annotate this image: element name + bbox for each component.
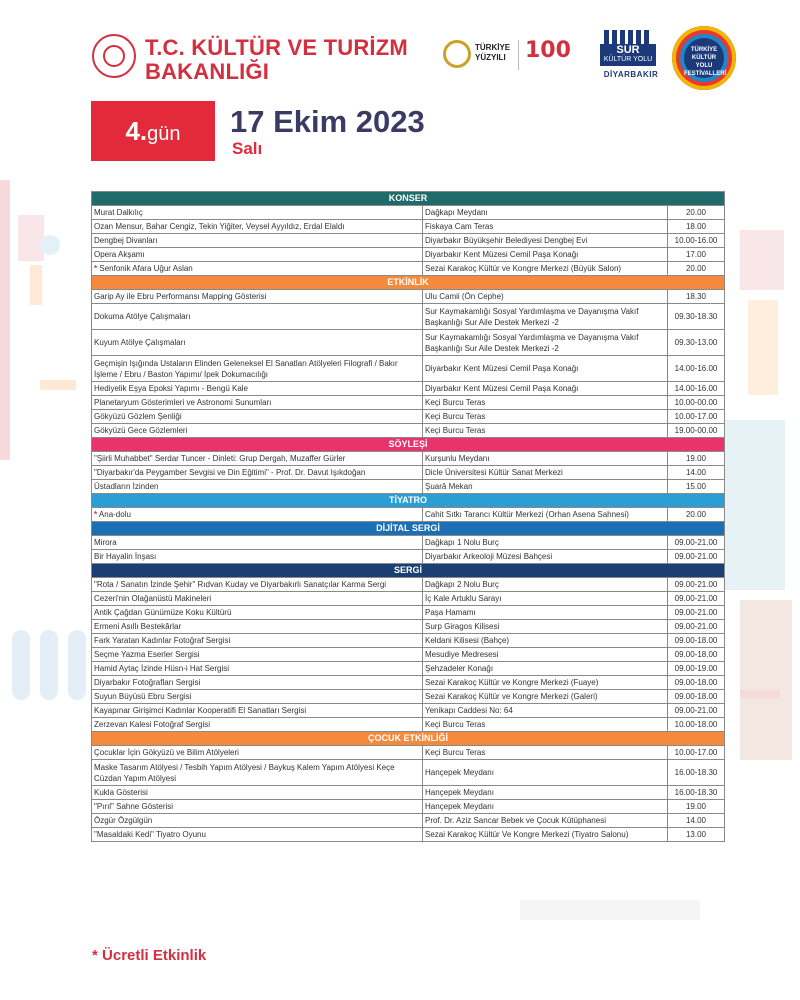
- table-row: [92, 634, 725, 648]
- venue-cell: Kurşunlu Meydanı: [423, 452, 668, 466]
- event-name: Cezeri'nin Olağanüstü Makineleri: [94, 594, 212, 603]
- section-title: SERGİ: [92, 564, 725, 578]
- venue-cell: Hançepek Meydanı: [423, 760, 668, 786]
- time-cell: 19.00-00.00: [668, 424, 725, 438]
- paid-star-icon: *: [94, 510, 98, 519]
- venue-cell: Diyarbakır Kent Müzesi Cemil Paşa Konağı: [423, 248, 668, 262]
- time-cell: 10.00-17.00: [668, 746, 725, 760]
- time-cell: 20.00: [668, 262, 725, 276]
- event-cell: [92, 662, 423, 676]
- venue-cell: Keçi Burcu Teras: [423, 746, 668, 760]
- event-cell: [92, 480, 423, 494]
- paid-star-icon: *: [92, 947, 98, 964]
- time-cell: 09.00-18.00: [668, 648, 725, 662]
- venue-cell: Hançepek Meydanı: [423, 800, 668, 814]
- city-wall-icon: [604, 30, 652, 44]
- event-cell: [92, 424, 423, 438]
- weekday: Salı: [232, 139, 263, 158]
- venue-cell: Diyarbakır Arkeoloji Müzesi Bahçesi: [423, 550, 668, 564]
- time-cell: 10.00-17.00: [668, 410, 725, 424]
- section-title: ÇOCUK ETKİNLİĞİ: [92, 732, 725, 746]
- table-row: [92, 786, 725, 800]
- time-cell: 09.00-21.00: [668, 704, 725, 718]
- section-title: DİJİTAL SERGİ: [92, 522, 725, 536]
- time-cell: 09.00-21.00: [668, 606, 725, 620]
- event-name: Kuyum Atölye Çalışmaları: [94, 338, 186, 347]
- event-cell: [92, 410, 423, 424]
- venue-cell: Prof. Dr. Aziz Sancar Bebek ve Çocuk Kütüphanesi: [423, 814, 668, 828]
- event-name: Bir Hayalin İnşası: [94, 552, 157, 561]
- table-row: [92, 396, 725, 410]
- table-row: [92, 290, 725, 304]
- event-name: Opera Akşamı: [94, 250, 145, 259]
- event-name: "Masaldaki Kedi" Tiyatro Oyunu: [94, 830, 206, 839]
- table-row: [92, 220, 725, 234]
- section-header: [92, 438, 725, 452]
- table-row: [92, 578, 725, 592]
- event-name: Dengbej Divanları: [94, 236, 158, 245]
- table-row: [92, 234, 725, 248]
- table-row: [92, 480, 725, 494]
- event-cell: [92, 676, 423, 690]
- table-row: [92, 452, 725, 466]
- venue-cell: Keçi Burcu Teras: [423, 718, 668, 732]
- venue-cell: Paşa Hamamı: [423, 606, 668, 620]
- table-row: [92, 410, 725, 424]
- ministry-emblem-icon: [92, 34, 136, 78]
- table-row: [92, 718, 725, 732]
- table-row: [92, 746, 725, 760]
- section-header: [92, 732, 725, 746]
- time-cell: 14.00-16.00: [668, 382, 725, 396]
- time-cell: 20.00: [668, 508, 725, 522]
- footnote: [92, 947, 206, 964]
- table-row: [92, 304, 725, 330]
- time-cell: 13.00: [668, 828, 725, 842]
- centenary-mark: 100: [525, 38, 571, 63]
- table-row: [92, 262, 725, 276]
- event-name: Kayapınar Girişimci Kadınlar Kooperatifi El Sanatları Sergisi: [94, 706, 307, 715]
- table-row: [92, 662, 725, 676]
- event-cell: [92, 356, 423, 382]
- time-cell: 19.00: [668, 452, 725, 466]
- event-name: Ermeni Asıllı Bestekârlar: [94, 622, 182, 631]
- event-name: Gökyüzü Gece Gözlemleri: [94, 426, 188, 435]
- sur-subtitle: KÜLTÜR YOLU: [603, 56, 653, 63]
- ministry-name-line2: BAKANLIĞI: [145, 59, 270, 84]
- event-cell: [92, 690, 423, 704]
- festival-logo-text: TÜRKİYE KÜLTÜR YOLU FESTİVALLERİ: [684, 38, 724, 78]
- event-cell: [92, 620, 423, 634]
- time-cell: 10.00-16.00: [668, 234, 725, 248]
- sur-city: DİYARBAKIR: [603, 70, 659, 79]
- venue-cell: Keçi Burcu Teras: [423, 410, 668, 424]
- event-name: Suyun Büyüsü Ebru Sergisi: [94, 692, 192, 701]
- venue-cell: Diyarbakır Kent Müzesi Cemil Paşa Konağı: [423, 382, 668, 396]
- event-cell: [92, 592, 423, 606]
- event-name: "Diyarbakır'da Peygamber Sevgisi ve Din Eğitimi" - Prof. Dr. Davut Işıkdoğan: [94, 468, 366, 477]
- venue-cell: Sezai Karakoç Kültür ve Kongre Merkezi (Büyük Salon): [423, 262, 668, 276]
- time-cell: 09.00-19.00: [668, 662, 725, 676]
- time-cell: 15.00: [668, 480, 725, 494]
- table-row: [92, 704, 725, 718]
- day-word: gün: [147, 123, 181, 145]
- event-cell: [92, 290, 423, 304]
- table-row: [92, 356, 725, 382]
- time-cell: 09.00-18.00: [668, 634, 725, 648]
- venue-cell: Hançepek Meydanı: [423, 786, 668, 800]
- ministry-name: [145, 36, 408, 84]
- event-cell: [92, 206, 423, 220]
- ministry-name-line1: T.C. KÜLTÜR VE TURİZM: [145, 35, 408, 60]
- time-cell: 14.00: [668, 466, 725, 480]
- table-row: [92, 592, 725, 606]
- time-cell: 09.00-21.00: [668, 620, 725, 634]
- table-row: [92, 382, 725, 396]
- paid-star-icon: *: [94, 264, 98, 273]
- time-cell: 16.00-18.30: [668, 760, 725, 786]
- event-name: Dokuma Atölye Çalışmaları: [94, 312, 191, 321]
- day-number: 4.: [125, 116, 148, 146]
- event-cell: [92, 248, 423, 262]
- venue-cell: Yenikapı Caddesi No: 64: [423, 704, 668, 718]
- event-name: Çocuklar İçin Gökyüzü ve Bilim Atölyeleri: [94, 748, 239, 757]
- venue-cell: Sezai Karakoç Kültür ve Kongre Merkezi (Galeri): [423, 690, 668, 704]
- event-name: "Pırıl" Sahne Gösterisi: [94, 802, 174, 811]
- venue-cell: Diyarbakır Büyükşehir Belediyesi Dengbej Evi: [423, 234, 668, 248]
- venue-cell: Şuarâ Mekan: [423, 480, 668, 494]
- event-name: Hediyelik Eşya Epoksi Yapımı - Bengü Kale: [94, 384, 249, 393]
- event-cell: [92, 578, 423, 592]
- time-cell: 18.00: [668, 220, 725, 234]
- time-cell: 14.00: [668, 814, 725, 828]
- table-row: [92, 206, 725, 220]
- table-row: [92, 424, 725, 438]
- venue-cell: Diyarbakır Kent Müzesi Cemil Paşa Konağı: [423, 356, 668, 382]
- event-name: Ana-dolu: [98, 510, 131, 519]
- event-name: Murat Dalkılıç: [94, 208, 143, 217]
- venue-cell: Dağkapı 2 Nolu Burç: [423, 578, 668, 592]
- event-name: Fark Yaratan Kadınlar Fotoğraf Sergisi: [94, 636, 231, 645]
- event-name: Maske Tasarım Atölyesi / Tesbih Yapım Atölyesi / Baykuş Kalem Yapım Atölyesi Keçe Cüzdan Yapım Atölyesi: [94, 762, 395, 783]
- event-cell: [92, 718, 423, 732]
- event-name: Zerzevan Kalesi Fotoğraf Sergisi: [94, 720, 211, 729]
- event-cell: [92, 814, 423, 828]
- turkiye-yuzyili-logo: [443, 38, 573, 72]
- event-cell: [92, 760, 423, 786]
- event-cell: [92, 704, 423, 718]
- schedule-table: [91, 191, 725, 842]
- venue-cell: Mesudiye Medresesi: [423, 648, 668, 662]
- table-row: [92, 760, 725, 786]
- event-cell: [92, 536, 423, 550]
- event-name: Geçmişin Işığında Ustaların Elinden Geleneksel El Sanatları Atölyeleri Filografi / Bakır İşleme / Ebru / Baston Yapımı/ İpek Dokumacılığı: [94, 358, 398, 379]
- table-row: [92, 648, 725, 662]
- table-row: [92, 620, 725, 634]
- table-row: [92, 828, 725, 842]
- event-cell: [92, 648, 423, 662]
- event-cell: [92, 234, 423, 248]
- event-name: Planetaryum Gösterimleri ve Astronomi Sunumları: [94, 398, 272, 407]
- venue-cell: Keçi Burcu Teras: [423, 424, 668, 438]
- event-cell: [92, 508, 423, 522]
- venue-cell: Dicle Üniversitesi Kültür Sanat Merkezi: [423, 466, 668, 480]
- venue-cell: Sur Kaymakamlığı Sosyal Yardımlaşma ve Dayanışma Vakıf Başkanlığı Sur Aile Destek Merkezi -2: [423, 330, 668, 356]
- table-row: [92, 800, 725, 814]
- time-cell: 20.00: [668, 206, 725, 220]
- section-title: ETKİNLİK: [92, 276, 725, 290]
- sur-kultur-yolu-logo: [600, 30, 662, 82]
- venue-cell: Dağkapı Meydanı: [423, 206, 668, 220]
- venue-cell: Keçi Burcu Teras: [423, 396, 668, 410]
- venue-cell: Fiskaya Cam Teras: [423, 220, 668, 234]
- event-cell: [92, 220, 423, 234]
- event-cell: [92, 828, 423, 842]
- table-row: [92, 536, 725, 550]
- venue-cell: Ulu Camii (Ön Cephe): [423, 290, 668, 304]
- event-name: Diyarbakır Fotoğrafları Sergisi: [94, 678, 201, 687]
- time-cell: 14.00-16.00: [668, 356, 725, 382]
- event-name: Özgür Özgülgün: [94, 816, 153, 825]
- event-cell: [92, 304, 423, 330]
- footnote-text: Ücretli Etkinlik: [102, 947, 207, 964]
- time-cell: 19.00: [668, 800, 725, 814]
- event-cell: [92, 606, 423, 620]
- event-cell: [92, 262, 423, 276]
- event-name: Garip Ay ile Ebru Performansı Mapping Gösterisi: [94, 292, 267, 301]
- venue-cell: Keldani Kilisesi (Bahçe): [423, 634, 668, 648]
- section-header: [92, 522, 725, 536]
- crescent-icon: [443, 40, 471, 68]
- table-row: [92, 550, 725, 564]
- time-cell: 18.30: [668, 290, 725, 304]
- section-title: TİYATRO: [92, 494, 725, 508]
- time-cell: 10.00-00.00: [668, 396, 725, 410]
- table-row: [92, 690, 725, 704]
- event-name: Ozan Mensur, Bahar Cengiz, Tekin Yiğiter, Veysel Ayyıldız, Erdal Elaldı: [94, 222, 345, 231]
- event-cell: [92, 396, 423, 410]
- day-badge: [91, 101, 215, 161]
- event-name: "Şiirli Muhabbet" Serdar Tuncer - Dinleti: Grup Dergah, Muzaffer Gürler: [94, 454, 346, 463]
- venue-cell: Cahit Sıtkı Tarancı Kültür Merkezi (Orhan Asena Sahnesi): [423, 508, 668, 522]
- time-cell: 09.00-21.00: [668, 592, 725, 606]
- venue-cell: Dağkapı 1 Nolu Burç: [423, 536, 668, 550]
- section-header: [92, 564, 725, 578]
- festival-logo: [672, 26, 736, 90]
- time-cell: 10.00-18.00: [668, 718, 725, 732]
- turkiye-yuzyili-text: TÜRKİYE YÜZYILI: [475, 43, 511, 62]
- event-name: Seçme Yazma Eserler Sergisi: [94, 650, 200, 659]
- venue-cell: İç Kale Artuklu Sarayı: [423, 592, 668, 606]
- time-cell: 16.00-18.30: [668, 786, 725, 800]
- sur-badge: SUR: [600, 44, 656, 66]
- table-row: [92, 508, 725, 522]
- table-row: [92, 466, 725, 480]
- time-cell: 09.00-21.00: [668, 578, 725, 592]
- event-name: Mirora: [94, 538, 117, 547]
- event-cell: [92, 746, 423, 760]
- time-cell: 09.00-21.00: [668, 550, 725, 564]
- table-row: [92, 606, 725, 620]
- event-name: Antik Çağdan Günümüze Koku Kültürü: [94, 608, 232, 617]
- venue-cell: Sezai Karakoç Kültür ve Kongre Merkezi (Fuaye): [423, 676, 668, 690]
- event-cell: [92, 634, 423, 648]
- time-cell: 17.00: [668, 248, 725, 262]
- time-cell: 09.30-13.00: [668, 330, 725, 356]
- venue-cell: Sur Kaymakamlığı Sosyal Yardımlaşma ve Dayanışma Vakıf Başkanlığı Sur Aile Destek Merkezi -2: [423, 304, 668, 330]
- time-cell: 09.00-18.00: [668, 676, 725, 690]
- event-name: Hamid Aytaç İzinde Hüsn-i Hat Sergisi: [94, 664, 230, 673]
- event-cell: [92, 800, 423, 814]
- section-header: [92, 276, 725, 290]
- venue-cell: Surp Giragos Kilisesi: [423, 620, 668, 634]
- venue-cell: Sezai Karakoç Kültür Ve Kongre Merkezi (Tiyatro Salonu): [423, 828, 668, 842]
- logo-divider: [518, 40, 519, 70]
- table-row: [92, 676, 725, 690]
- section-title: SÖYLEŞİ: [92, 438, 725, 452]
- event-cell: [92, 330, 423, 356]
- time-cell: 09.00-18.00: [668, 690, 725, 704]
- section-header: [92, 192, 725, 206]
- event-name: Gökyüzü Gözlem Şenliği: [94, 412, 182, 421]
- date-title: 17 Ekim 2023: [230, 104, 425, 139]
- section-header: [92, 494, 725, 508]
- event-cell: [92, 550, 423, 564]
- event-cell: [92, 382, 423, 396]
- table-row: [92, 248, 725, 262]
- venue-cell: Şehzadeler Konağı: [423, 662, 668, 676]
- event-name: Kukla Gösterisi: [94, 788, 148, 797]
- section-title: KONSER: [92, 192, 725, 206]
- table-row: [92, 330, 725, 356]
- event-name: Senfonik Afara Uğur Aslan: [99, 264, 193, 273]
- event-cell: [92, 452, 423, 466]
- event-cell: [92, 466, 423, 480]
- time-cell: 09.30-18.30: [668, 304, 725, 330]
- table-row: [92, 814, 725, 828]
- event-cell: [92, 786, 423, 800]
- time-cell: 09.00-21.00: [668, 536, 725, 550]
- event-name: Üstadların İzinden: [94, 482, 159, 491]
- event-name: "Rota / Sanatın İzinde Şehir" Rıdvan Kuday ve Diyarbakırlı Sanatçılar Karma Sergi: [94, 580, 387, 589]
